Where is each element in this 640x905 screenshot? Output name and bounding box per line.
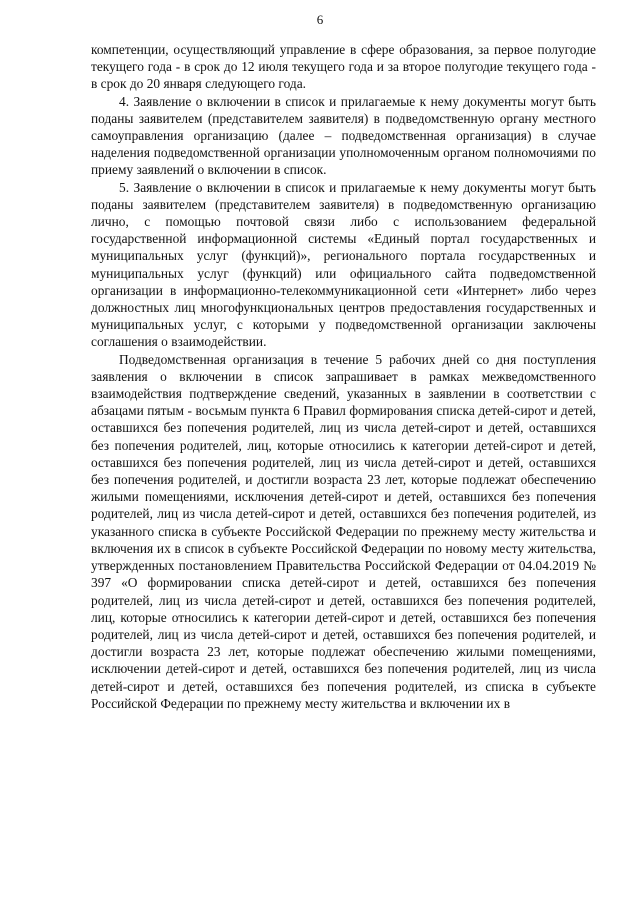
paragraph-item-4: 4. Заявление о включении в список и прилагаемые к нему документы могут быть поданы заявителем (представителем заявителя) в подведомственную органу местного самоуправления организацию (далее – подведомственная организация) в случае наделения подведомственной организации уполномоченным органом полномочиями по приему заявлений о включении в список. (91, 93, 596, 178)
paragraph-interagency-request: Подведомственная организация в течение 5 рабочих дней со дня поступления заявления о включении в список запрашивает в рамках межведомственного взаимодействия подтверждение сведений, указанных в заявлении в соответствии с абзацами пятым - восьмым пункта 6 Правил формирования списка детей-сирот и детей, оставшихся без попечения родителей, лиц из числа детей-сирот и детей, оставшихся без попечения родителей, лиц, которые относились к категории детей-сирот и детей, оставшихся без попечения родителей, лиц из числа детей-сирот и детей, оставшихся без попечения родителей, и достигли возраста 23 лет, которые подлежат обеспечению жилыми помещениями, исключения детей-сирот и детей, оставшихся без попечения родителей, лиц из числа детей-сирот и детей, оставшихся без попечения родителей, из указанного списка в субъекте Российской Федерации по прежнему месту жительства и включения их в список в субъекте Российской Федерации по новому месту жительства, утвержденных постановлением Правительства Российской Федерации от 04.04.2019 № 397 «О формировании списка детей-сирот и детей, оставшихся без попечения родителей, лиц из числа детей-сирот и детей, оставшихся без попечения родителей, лиц, которые относились к категории детей-сирот и детей, оставшихся без попечения родителей, лиц из числа детей-сирот и детей, оставшихся без попечения родителей, и достигли возраста 23 лет, которые подлежат обеспечению жилыми помещениями, исключении детей-сирот и детей, оставшихся без попечения родителей, лиц из числа детей-сирот и детей, оставшихся без попечения родителей, из списка в субъекте Российской Федерации по прежнему месту жительства и включении их в (91, 351, 596, 711)
paragraph-continuation: компетенции, осуществляющий управление в сфере образования, за первое полугодие текущего года - в срок до 12 июля текущего года и за второе полугодие текущего года - в срок до 20 января следующего года. (91, 42, 596, 92)
paragraph-item-5: 5. Заявление о включении в список и прилагаемые к нему документы могут быть поданы заявителем (представителем заявителя) в подведомственную организацию лично, с помощью почтовой связи либо с использованием федеральной государственной информационной системы «Единый портал государственных и муниципальных услуг (функций)», регионального портала государственных и муниципальных услуг (функций) или официального сайта подведомственной организации в информационно-телекоммуникационной сети «Интернет» либо через должностных лиц многофункциональных центров предоставления государственных и муниципальных услуг, с которыми у подведомственной организации заключены соглашения о взаимодействии. (91, 179, 596, 350)
page-number: 6 (316, 12, 324, 27)
document-body (91, 41, 596, 712)
